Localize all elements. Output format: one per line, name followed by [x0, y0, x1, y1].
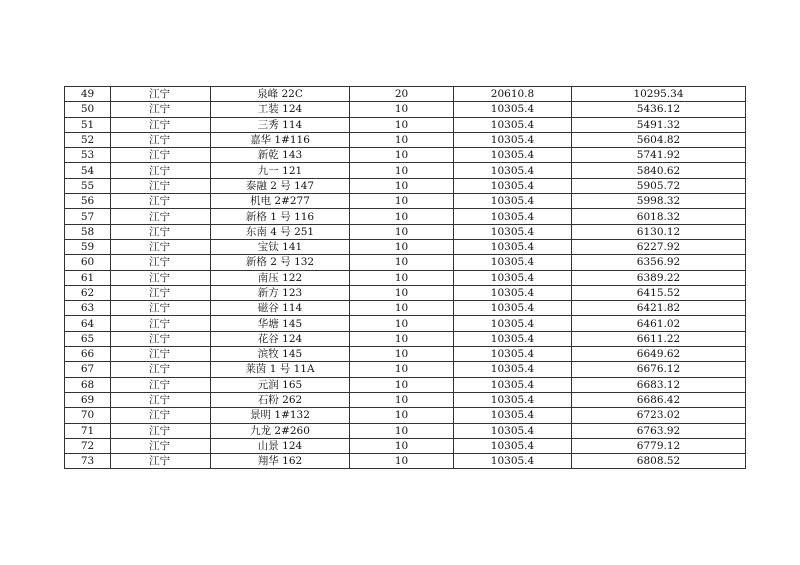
- cell-base-value: 10305.4: [454, 408, 572, 423]
- cell-number: 71: [65, 423, 111, 438]
- cell-base-value: 10305.4: [454, 423, 572, 438]
- cell-region: 江宁: [111, 132, 211, 147]
- cell-quantity: 10: [350, 423, 454, 438]
- data-table: [64, 86, 746, 469]
- cell-amount: 6415.52: [572, 285, 746, 300]
- cell-region: 江宁: [111, 392, 211, 407]
- cell-number: 67: [65, 362, 111, 377]
- cell-base-value: 10305.4: [454, 239, 572, 254]
- cell-region: 江宁: [111, 148, 211, 163]
- cell-base-value: 10305.4: [454, 377, 572, 392]
- cell-amount: 5905.72: [572, 178, 746, 193]
- cell-number: 63: [65, 301, 111, 316]
- cell-base-value: 10305.4: [454, 102, 572, 117]
- cell-name: 九一 121: [211, 163, 350, 178]
- cell-amount: 6723.02: [572, 408, 746, 423]
- cell-name: 新乾 143: [211, 148, 350, 163]
- cell-name: 华塘 145: [211, 316, 350, 331]
- cell-quantity: 10: [350, 148, 454, 163]
- cell-base-value: 10305.4: [454, 132, 572, 147]
- table-row: [65, 285, 746, 300]
- cell-number: 57: [65, 209, 111, 224]
- cell-region: 江宁: [111, 239, 211, 254]
- cell-amount: 6676.12: [572, 362, 746, 377]
- cell-amount: 5491.32: [572, 117, 746, 132]
- table-row: [65, 347, 746, 362]
- cell-name: 翔华 162: [211, 454, 350, 469]
- table-row: [65, 438, 746, 453]
- cell-region: 江宁: [111, 438, 211, 453]
- cell-amount: 5741.92: [572, 148, 746, 163]
- cell-region: 江宁: [111, 377, 211, 392]
- cell-region: 江宁: [111, 423, 211, 438]
- table-row: [65, 270, 746, 285]
- cell-base-value: 10305.4: [454, 224, 572, 239]
- cell-region: 江宁: [111, 255, 211, 270]
- cell-amount: 6421.82: [572, 301, 746, 316]
- table-row: [65, 209, 746, 224]
- cell-quantity: 10: [350, 194, 454, 209]
- cell-amount: 6130.12: [572, 224, 746, 239]
- cell-base-value: 10305.4: [454, 362, 572, 377]
- cell-amount: 5998.32: [572, 194, 746, 209]
- cell-name: 新方 123: [211, 285, 350, 300]
- table-row: [65, 392, 746, 407]
- cell-number: 68: [65, 377, 111, 392]
- table-row: [65, 454, 746, 469]
- cell-quantity: 10: [350, 117, 454, 132]
- cell-region: 江宁: [111, 194, 211, 209]
- cell-quantity: 20: [350, 87, 454, 102]
- table-row: [65, 194, 746, 209]
- cell-region: 江宁: [111, 102, 211, 117]
- cell-amount: 5840.62: [572, 163, 746, 178]
- cell-number: 73: [65, 454, 111, 469]
- cell-name: 宝钛 141: [211, 239, 350, 254]
- cell-base-value: 10305.4: [454, 301, 572, 316]
- cell-region: 江宁: [111, 117, 211, 132]
- cell-base-value: 10305.4: [454, 117, 572, 132]
- cell-base-value: 10305.4: [454, 438, 572, 453]
- cell-number: 59: [65, 239, 111, 254]
- cell-quantity: 10: [350, 392, 454, 407]
- cell-quantity: 10: [350, 316, 454, 331]
- table-row: [65, 362, 746, 377]
- cell-name: 莱茵 1 号 11A: [211, 362, 350, 377]
- table-row: [65, 102, 746, 117]
- cell-name: 滨牧 145: [211, 347, 350, 362]
- cell-name: 山景 124: [211, 438, 350, 453]
- cell-base-value: 10305.4: [454, 194, 572, 209]
- cell-number: 58: [65, 224, 111, 239]
- cell-base-value: 10305.4: [454, 209, 572, 224]
- cell-name: 新格 1 号 116: [211, 209, 350, 224]
- cell-base-value: 10305.4: [454, 178, 572, 193]
- cell-region: 江宁: [111, 301, 211, 316]
- cell-quantity: 10: [350, 255, 454, 270]
- cell-quantity: 10: [350, 178, 454, 193]
- cell-name: 三秀 114: [211, 117, 350, 132]
- table-row: [65, 239, 746, 254]
- cell-quantity: 10: [350, 132, 454, 147]
- cell-name: 花谷 124: [211, 331, 350, 346]
- cell-name: 新格 2 号 132: [211, 255, 350, 270]
- cell-region: 江宁: [111, 224, 211, 239]
- cell-name: 工装 124: [211, 102, 350, 117]
- cell-region: 江宁: [111, 178, 211, 193]
- cell-quantity: 10: [350, 102, 454, 117]
- cell-number: 62: [65, 285, 111, 300]
- cell-number: 61: [65, 270, 111, 285]
- table-row: [65, 377, 746, 392]
- table-row: [65, 423, 746, 438]
- cell-name: 泰融 2 号 147: [211, 178, 350, 193]
- cell-base-value: 10305.4: [454, 255, 572, 270]
- cell-number: 72: [65, 438, 111, 453]
- cell-amount: 6649.62: [572, 347, 746, 362]
- cell-name: 九龙 2#260: [211, 423, 350, 438]
- cell-name: 磁谷 114: [211, 301, 350, 316]
- cell-base-value: 10305.4: [454, 331, 572, 346]
- cell-base-value: 10305.4: [454, 316, 572, 331]
- cell-name: 南压 122: [211, 270, 350, 285]
- cell-number: 65: [65, 331, 111, 346]
- cell-amount: 6808.52: [572, 454, 746, 469]
- cell-base-value: 20610.8: [454, 87, 572, 102]
- table-row: [65, 87, 746, 102]
- cell-amount: 6356.92: [572, 255, 746, 270]
- table-row: [65, 408, 746, 423]
- cell-region: 江宁: [111, 270, 211, 285]
- cell-number: 55: [65, 178, 111, 193]
- cell-number: 70: [65, 408, 111, 423]
- cell-name: 机电 2#277: [211, 194, 350, 209]
- cell-number: 60: [65, 255, 111, 270]
- cell-base-value: 10305.4: [454, 285, 572, 300]
- cell-quantity: 10: [350, 270, 454, 285]
- cell-number: 51: [65, 117, 111, 132]
- cell-name: 石粉 262: [211, 392, 350, 407]
- table-row: [65, 178, 746, 193]
- cell-region: 江宁: [111, 454, 211, 469]
- table-row: [65, 163, 746, 178]
- cell-number: 66: [65, 347, 111, 362]
- cell-region: 江宁: [111, 209, 211, 224]
- cell-name: 元润 165: [211, 377, 350, 392]
- cell-amount: 6461.02: [572, 316, 746, 331]
- cell-region: 江宁: [111, 408, 211, 423]
- cell-amount: 6763.92: [572, 423, 746, 438]
- cell-quantity: 10: [350, 285, 454, 300]
- cell-region: 江宁: [111, 87, 211, 102]
- cell-base-value: 10305.4: [454, 392, 572, 407]
- cell-name: 景明 1#132: [211, 408, 350, 423]
- cell-region: 江宁: [111, 316, 211, 331]
- cell-amount: 6018.32: [572, 209, 746, 224]
- cell-quantity: 10: [350, 347, 454, 362]
- cell-quantity: 10: [350, 224, 454, 239]
- cell-base-value: 10305.4: [454, 163, 572, 178]
- table-row: [65, 316, 746, 331]
- cell-base-value: 10305.4: [454, 454, 572, 469]
- cell-region: 江宁: [111, 347, 211, 362]
- table-row: [65, 301, 746, 316]
- table-row: [65, 132, 746, 147]
- cell-region: 江宁: [111, 285, 211, 300]
- cell-number: 49: [65, 87, 111, 102]
- table-row: [65, 117, 746, 132]
- cell-base-value: 10305.4: [454, 347, 572, 362]
- cell-number: 64: [65, 316, 111, 331]
- table-row: [65, 224, 746, 239]
- cell-name: 嘉华 1#116: [211, 132, 350, 147]
- cell-quantity: 10: [350, 163, 454, 178]
- cell-quantity: 10: [350, 331, 454, 346]
- cell-number: 53: [65, 148, 111, 163]
- cell-region: 江宁: [111, 331, 211, 346]
- cell-name: 东南 4 号 251: [211, 224, 350, 239]
- cell-amount: 10295.34: [572, 87, 746, 102]
- cell-amount: 6683.12: [572, 377, 746, 392]
- cell-quantity: 10: [350, 377, 454, 392]
- cell-base-value: 10305.4: [454, 148, 572, 163]
- cell-quantity: 10: [350, 301, 454, 316]
- cell-amount: 6611.22: [572, 331, 746, 346]
- cell-amount: 6686.42: [572, 392, 746, 407]
- cell-region: 江宁: [111, 163, 211, 178]
- cell-number: 50: [65, 102, 111, 117]
- cell-amount: 5436.12: [572, 102, 746, 117]
- table-body: [65, 87, 746, 469]
- table-row: [65, 331, 746, 346]
- cell-number: 52: [65, 132, 111, 147]
- cell-amount: 5604.82: [572, 132, 746, 147]
- cell-region: 江宁: [111, 362, 211, 377]
- cell-quantity: 10: [350, 209, 454, 224]
- cell-name: 泉峰 22C: [211, 87, 350, 102]
- cell-base-value: 10305.4: [454, 270, 572, 285]
- cell-number: 56: [65, 194, 111, 209]
- cell-amount: 6227.92: [572, 239, 746, 254]
- cell-quantity: 10: [350, 454, 454, 469]
- cell-quantity: 10: [350, 408, 454, 423]
- cell-quantity: 10: [350, 438, 454, 453]
- cell-quantity: 10: [350, 239, 454, 254]
- cell-number: 54: [65, 163, 111, 178]
- cell-amount: 6389.22: [572, 270, 746, 285]
- cell-amount: 6779.12: [572, 438, 746, 453]
- cell-number: 69: [65, 392, 111, 407]
- table-row: [65, 255, 746, 270]
- cell-quantity: 10: [350, 362, 454, 377]
- table-row: [65, 148, 746, 163]
